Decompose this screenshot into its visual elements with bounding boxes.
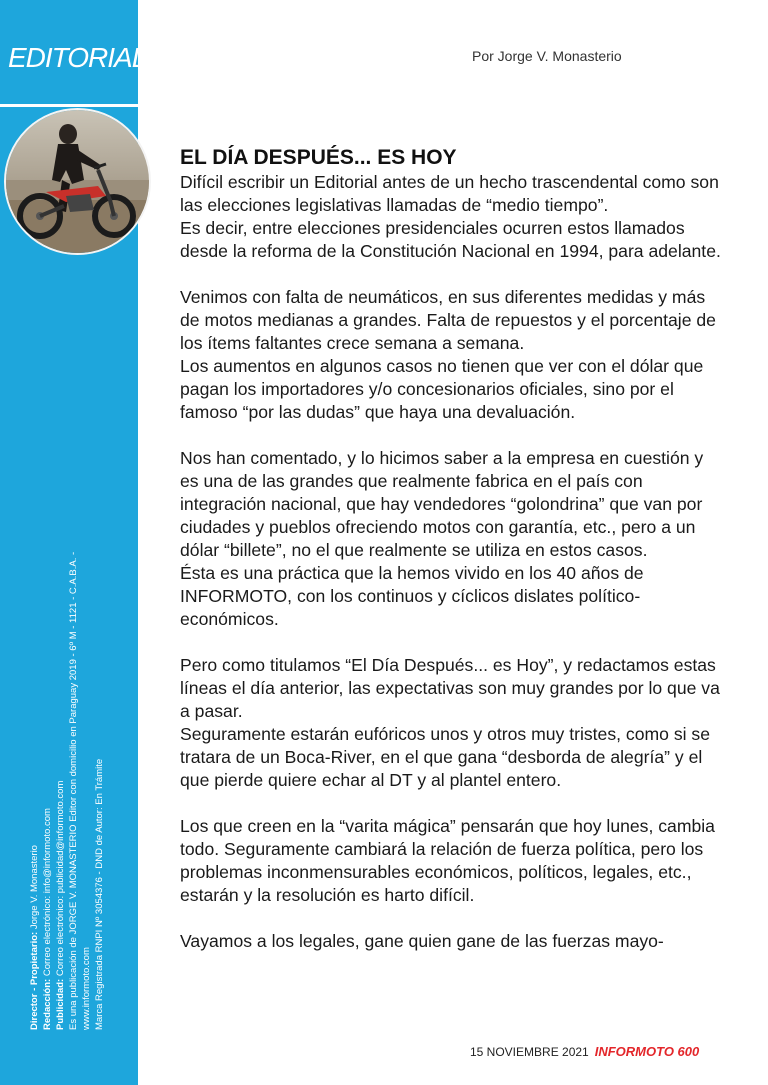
- article-paragraph: Seguramente estarán eufóricos unos y otros muy tristes, como si se tratara de un Boca-River, en el que gana “desborda de alegría” y el que pierde quiere echar al DT y al plantel entero.: [180, 724, 711, 790]
- article-paragraph: Es decir, entre elecciones presidenciales ocurren estos llamados desde la reforma de la Constitución Nacional en 1994, para adelante.: [180, 218, 721, 261]
- article-paragraph: Venimos con falta de neumáticos, en sus diferentes medidas y más de motos medianas a grandes. Falta de repuestos y el porcentaje de los ítems faltantes crece semana a semana.: [180, 287, 716, 353]
- credits-website: www.informoto.com: [81, 947, 92, 1030]
- credits-trademark: Marca Registrada RNPI Nº 3054376 - DND de Autor: En Trámite: [94, 758, 105, 1030]
- credits-director: Director - Propietario: Jorge V. Monasterio: [29, 845, 40, 1030]
- issue-date: 15 NOVIEMBRE 2021: [470, 1045, 589, 1059]
- article-paragraph: Los que creen en la “varita mágica” pensarán que hoy lunes, cambia todo. Seguramente cambiará la relación de fuerza política, pero los problemas inconmensurables económicos, políticos, legales, etc., estarán y la resolución es harto difícil.: [180, 816, 715, 905]
- page-footer: [470, 1044, 699, 1059]
- credits-publicidad: Publicidad: Correo electrónico: publicidad@informoto.com: [55, 780, 66, 1030]
- article-paragraph: Difícil escribir un Editorial antes de un hecho trascendental como son las elecciones legislativas llamadas de “medio tiempo”.: [180, 172, 719, 215]
- article-paragraphs: [180, 171, 725, 953]
- article-paragraph: Pero como titulamos “El Día Después... es Hoy”, y redactamos estas líneas el día anterior, las expectativas son muy grandes por lo que va a pasar.: [180, 655, 720, 721]
- motorcycle-photo-icon: [6, 110, 149, 253]
- article-body: [180, 145, 725, 953]
- article-headline: EL DÍA DESPUÉS... ES HOY: [180, 146, 457, 169]
- author-photo: [4, 108, 151, 255]
- magazine-brand: INFORMOTO 600: [594, 1044, 700, 1059]
- sidebar: [0, 0, 147, 1085]
- section-label: EDITORIAL: [8, 42, 147, 73]
- article-paragraph: Ésta es una práctica que la hemos vivido en los 40 años de INFORMOTO, con los continuos y cíclicos dislates político-económicos.: [180, 563, 644, 629]
- article-paragraph: Vayamos a los legales, gane quien gane de las fuerzas mayo-: [180, 931, 664, 951]
- credits-publisher: Es una publicación de JORGE V. MONASTERIO Editor con domicilio en Paraguay 2019 - 6º M - 1121 - C.A.B.A. -: [68, 551, 79, 1030]
- article-paragraph: Nos han comentado, y lo hicimos saber a la empresa en cuestión y es una de las grandes que realmente fabrica en el país con integración nacional, que hay vendedores “golondrina” que van por ciudades y pueblos ofreciendo motos con garantía, etc., pero a un dólar “billete”, no el que realmente se utiliza en estos casos.: [180, 448, 704, 560]
- byline: Por Jorge V. Monasterio: [472, 48, 622, 64]
- article-paragraph: Los aumentos en algunos casos no tienen que ver con el dólar que pagan los importadores y/o concesionarios oficiales, sino por el famoso “por las dudas” que haya una devaluación.: [180, 356, 704, 422]
- credits-block: [28, 510, 106, 1030]
- sidebar-divider: [0, 104, 138, 107]
- credits-redaccion: Redacción: Correo electrónico: info@informoto.com: [42, 808, 53, 1030]
